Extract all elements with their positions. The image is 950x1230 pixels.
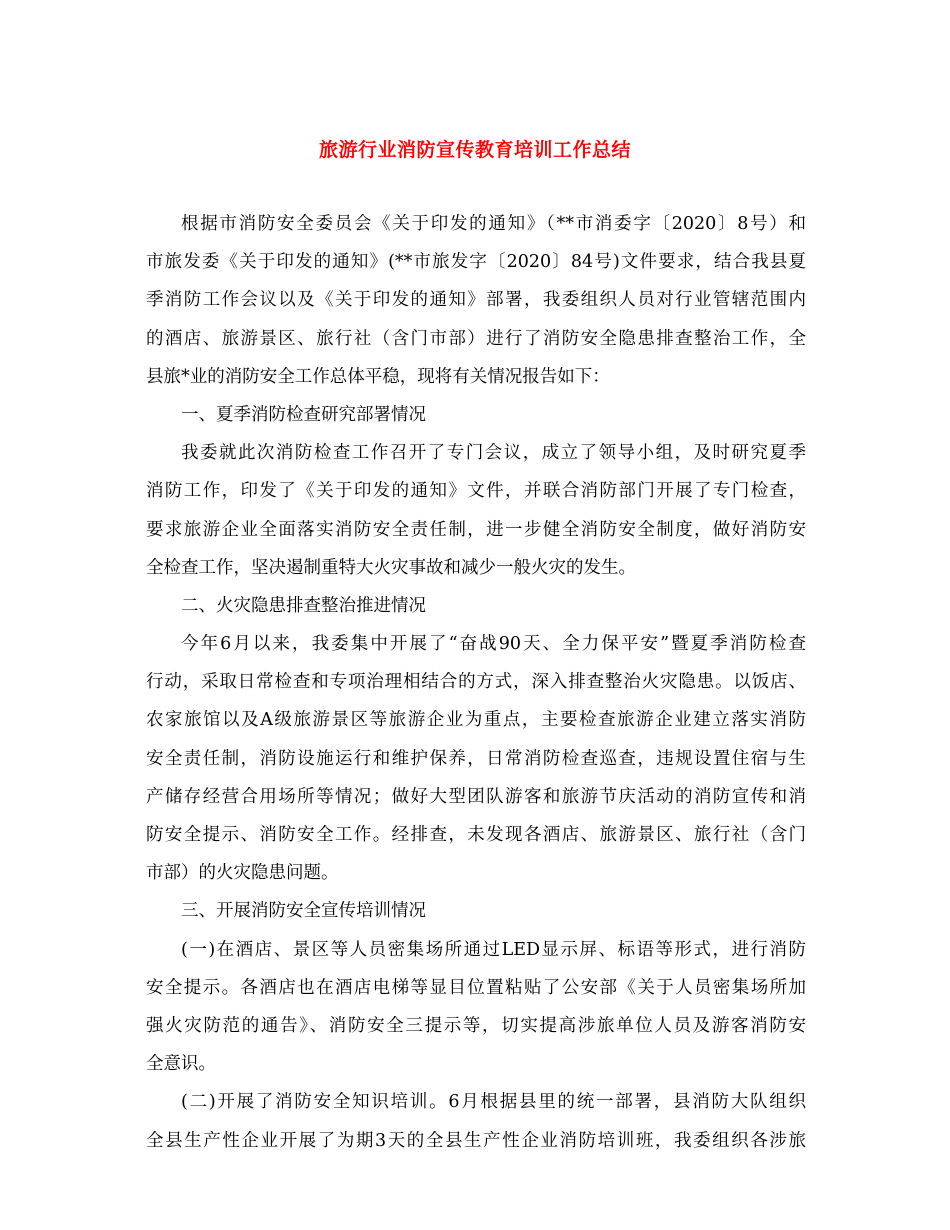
paragraph-line: 全意识。 bbox=[146, 1054, 216, 1075]
section-heading: 二、火灾隐患排查整治推进情况 bbox=[181, 595, 426, 616]
paragraph-line: 季消防工作会议以及《关于印发的通知》部署，我委组织人员对行业管辖范围内 bbox=[146, 290, 806, 311]
paragraph-line: 强火灾防范的通告》、消防安全三提示等，切实提高涉旅单位人员及游客消防安 bbox=[146, 1015, 806, 1036]
paragraph-line: 消防工作，印发了《关于印发的通知》文件，并联合消防部门开展了专门检查， bbox=[146, 481, 806, 502]
paragraph-line: (一)在酒店、景区等人员密集场所通过LED显示屏、标语等形式，进行消防 bbox=[181, 939, 806, 960]
paragraph-line: 农家旅馆以及A级旅游景区等旅游企业为重点，主要检查旅游企业建立落实消防 bbox=[146, 710, 806, 731]
paragraph-line: 全检查工作，坚决遏制重特大火灾事故和减少一般火灾的发生。 bbox=[146, 557, 636, 578]
paragraph-line: 根据市消防安全委员会《关于印发的通知》（**市消委字〔2020〕8号）和 bbox=[181, 214, 806, 234]
paragraph-line: (二)开展了消防安全知识培训。6月根据县里的统一部署，县消防大队组织 bbox=[181, 1092, 806, 1113]
document-body bbox=[146, 205, 806, 1160]
paragraph-line: 县旅*业的消防安全工作总体平稳，现将有关情况报告如下： bbox=[146, 366, 610, 387]
paragraph-line: 全县生产性企业开展了为期3天的全县生产性企业消防培训班，我委组织各涉旅 bbox=[146, 1130, 806, 1151]
paragraph-line: 今年6月以来，我委集中开展了“奋战90天、全力保平安”暨夏季消防检查 bbox=[181, 634, 806, 655]
paragraph-line: 产储存经营合用场所等情况；做好大型团队游客和旅游节庆活动的消防宣传和消 bbox=[146, 786, 806, 807]
paragraph-line: 安全提示。各酒店也在酒店电梯等显目位置粘贴了公安部《关于人员密集场所加 bbox=[146, 977, 806, 998]
paragraph-line: 行动，采取日常检查和专项治理相结合的方式，深入排查整治火灾隐患。以饭店、 bbox=[146, 672, 806, 693]
section-heading: 三、开展消防安全宣传培训情况 bbox=[181, 901, 426, 922]
paragraph-line: 要求旅游企业全面落实消防安全责任制，进一步健全消防安全制度，做好消防安 bbox=[146, 519, 806, 540]
paragraph-line: 的酒店、旅游景区、旅行社（含门市部）进行了消防安全隐患排查整治工作，全 bbox=[146, 328, 806, 349]
paragraph-line: 市部）的火灾隐患问题。 bbox=[146, 863, 339, 884]
paragraph-line: 防安全提示、消防安全工作。经排查，未发现各酒店、旅游景区、旅行社（含门 bbox=[146, 825, 806, 845]
paragraph-line: 安全责任制，消防设施运行和维护保养，日常消防检查巡查，违规设置住宿与生 bbox=[146, 748, 806, 769]
paragraph-line: 市旅发委《关于印发的通知》(**市旅发字〔2020〕84号)文件要求，结合我县夏 bbox=[146, 252, 806, 273]
paragraph-line: 我委就此次消防检查工作召开了专门会议，成立了领导小组，及时研究夏季 bbox=[181, 443, 806, 464]
section-heading: 一、夏季消防检查研究部署情况 bbox=[181, 404, 426, 425]
document-title: 旅游行业消防宣传教育培训工作总结 bbox=[318, 139, 631, 161]
